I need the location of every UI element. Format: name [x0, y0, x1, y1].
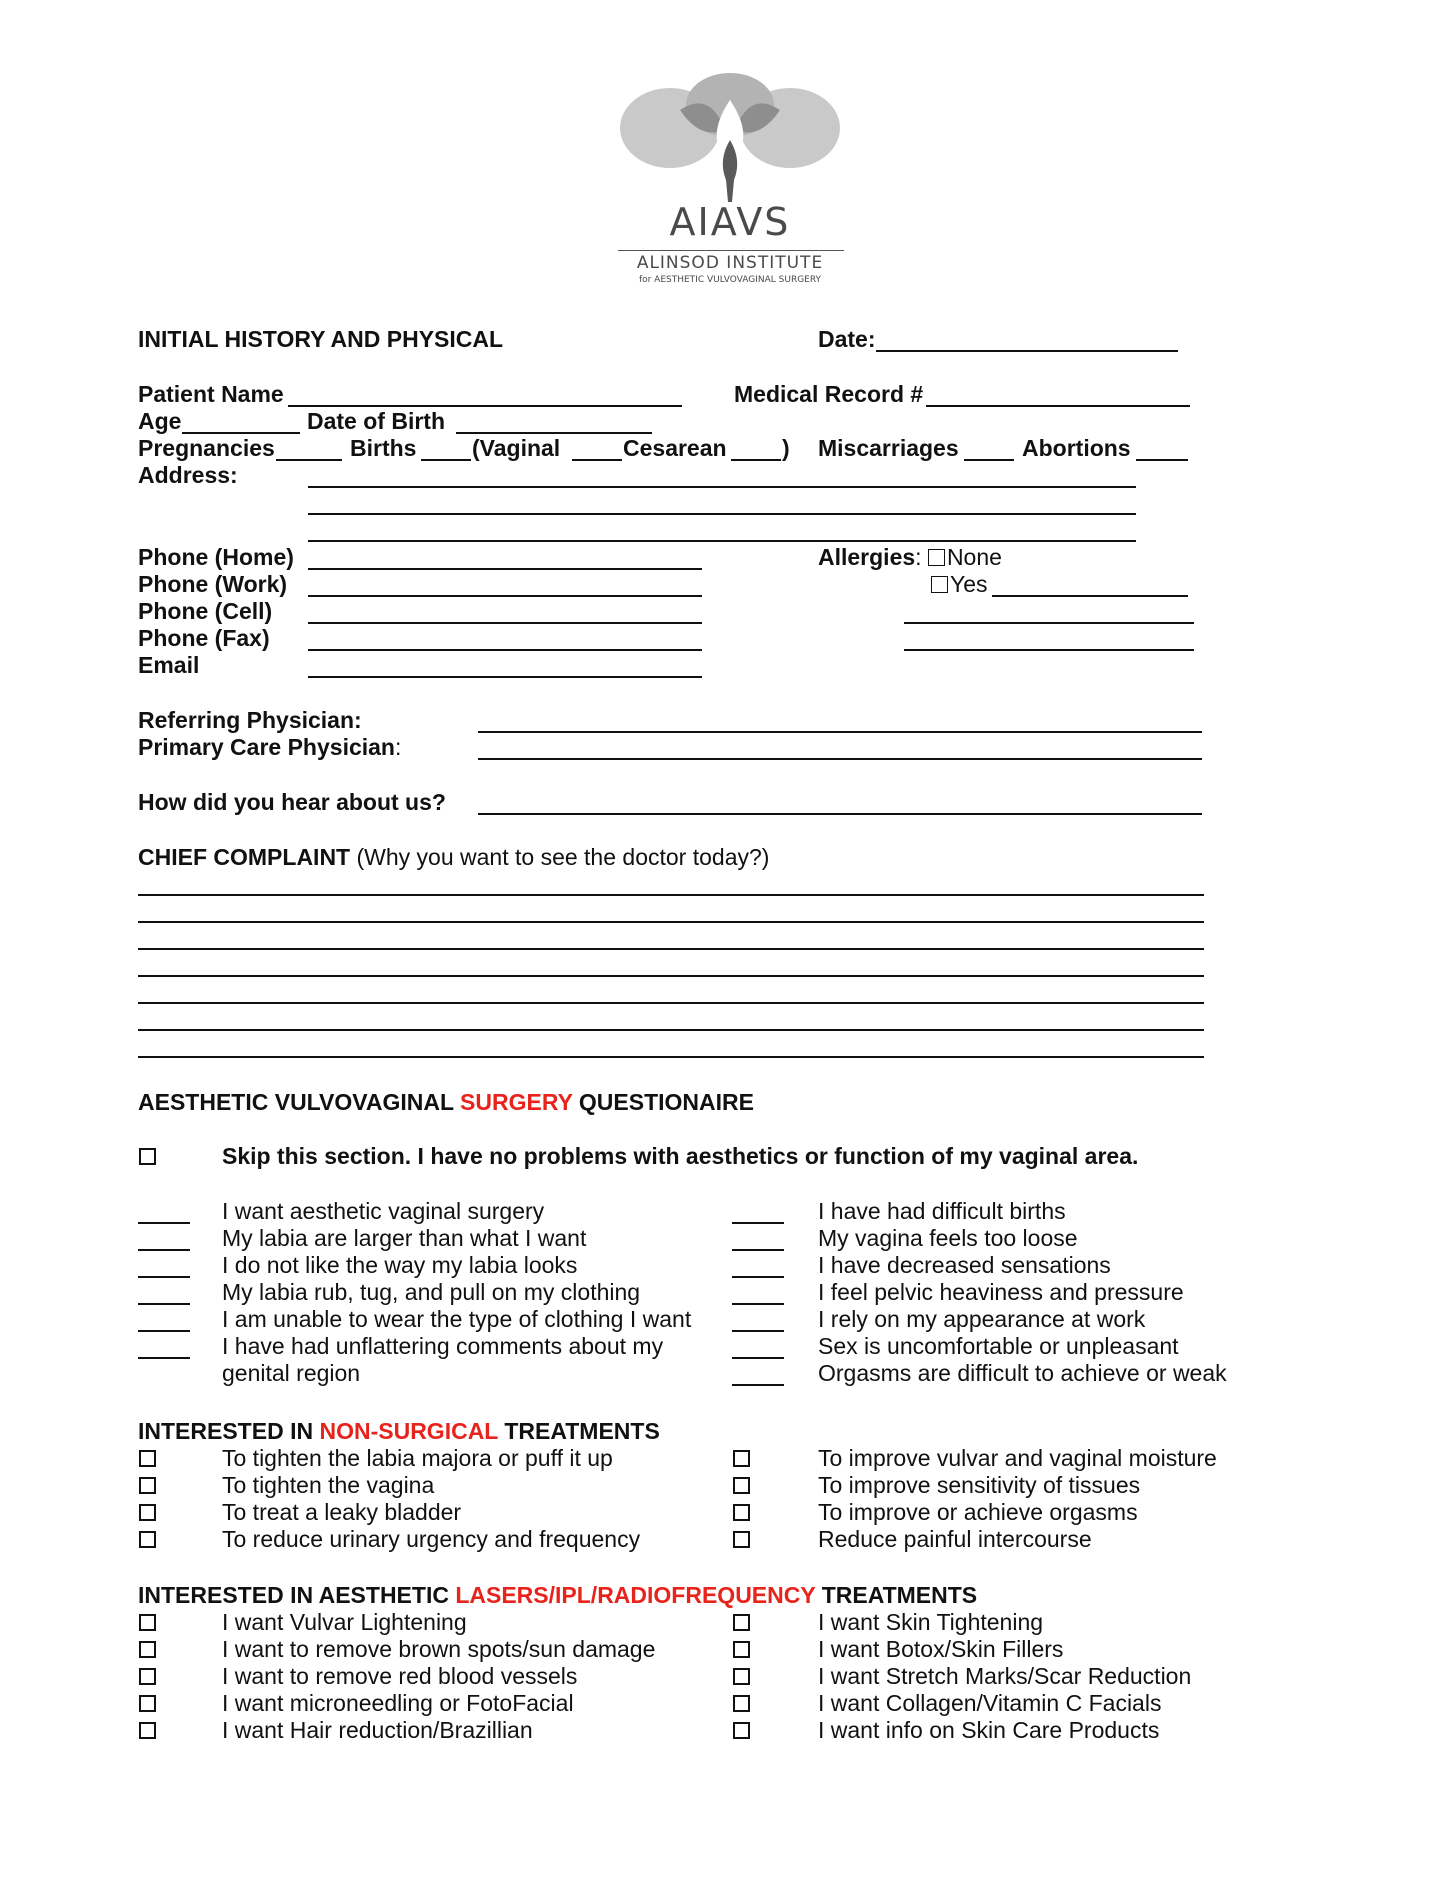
skip-label: Skip this section. I have no problems with aesthetics or function of my vaginal area.: [222, 1143, 1139, 1169]
answer-blank[interactable]: [138, 1357, 190, 1359]
option-checkbox[interactable]: [139, 1614, 156, 1631]
births-label: Births: [350, 435, 417, 461]
answer-blank[interactable]: [732, 1249, 784, 1251]
option-label: I want to remove red blood vessels: [222, 1663, 578, 1689]
chief-complaint-line-6[interactable]: [138, 1029, 1204, 1031]
surgery-title-b: QUESTIONAIRE: [578, 1089, 754, 1115]
births-field[interactable]: [421, 459, 471, 461]
logo: [560, 70, 900, 290]
vaginal-label: (Vaginal: [472, 435, 561, 461]
phone-cell-field[interactable]: [308, 622, 702, 624]
option-label: My labia rub, tug, and pull on my clothing: [222, 1279, 641, 1305]
patient-name-label: Patient Name: [138, 381, 284, 407]
phone-fax-label: Phone (Fax): [138, 625, 270, 651]
phone-work-label: Phone (Work): [138, 571, 288, 597]
primary-physician-label: Primary Care Physician: [138, 734, 395, 760]
allergies-none-checkbox[interactable]: [928, 549, 945, 566]
medical-record-field[interactable]: [926, 405, 1190, 407]
referring-physician-label: Referring Physician:: [138, 707, 362, 733]
option-label: I want Collagen/Vitamin C Facials: [818, 1690, 1162, 1716]
option-label: Sex is uncomfortable or unpleasant: [818, 1333, 1179, 1359]
allergies-row: [818, 544, 1002, 571]
patient-name-field[interactable]: [288, 405, 682, 407]
phone-cell-label: Phone (Cell): [138, 598, 273, 624]
age-field[interactable]: [182, 432, 300, 434]
option-label: genital region: [222, 1360, 361, 1386]
allergies-none-label: None: [946, 544, 1002, 570]
answer-blank[interactable]: [138, 1276, 190, 1278]
medical-record-label: Medical Record #: [734, 381, 924, 407]
dob-label: Date of Birth: [307, 408, 445, 434]
option-label: I want Stretch Marks/Scar Reduction: [818, 1663, 1192, 1689]
chief-complaint-line-2[interactable]: [138, 921, 1204, 923]
logo-subtitle: for AESTHETIC VULVOVAGINAL SURGERY: [638, 275, 822, 285]
option-label: I feel pelvic heaviness and pressure: [818, 1279, 1184, 1305]
cesarean-label: Cesarean: [623, 435, 727, 461]
option-label: To improve vulvar and vaginal moisture: [818, 1445, 1217, 1471]
option-label: To treat a leaky bladder: [222, 1499, 462, 1525]
option-checkbox[interactable]: [733, 1614, 750, 1631]
option-label: I have had difficult births: [818, 1198, 1066, 1224]
hear-about-label: How did you hear about us?: [138, 789, 446, 815]
option-checkbox[interactable]: [733, 1450, 750, 1467]
address-label: Address:: [138, 462, 238, 488]
option-checkbox[interactable]: [139, 1641, 156, 1658]
logo-divider: [618, 250, 844, 251]
pregnancies-label: Pregnancies: [138, 435, 275, 461]
address-field-3[interactable]: [308, 540, 1136, 542]
option-label: My vagina feels too loose: [818, 1225, 1078, 1251]
age-label: Age: [138, 408, 182, 434]
option-checkbox[interactable]: [733, 1504, 750, 1521]
option-label: Orgasms are difficult to achieve or weak: [818, 1360, 1227, 1386]
option-checkbox[interactable]: [139, 1504, 156, 1521]
chief-complaint-hint: (Why you want to see the doctor today?): [356, 844, 770, 870]
answer-blank[interactable]: [138, 1222, 190, 1224]
option-label: To tighten the labia majora or puff it up: [222, 1445, 613, 1471]
allergies-field-3[interactable]: [904, 649, 1194, 651]
chief-complaint-line-4[interactable]: [138, 975, 1204, 977]
option-label: I have decreased sensations: [818, 1252, 1111, 1278]
lasers-title-red: LASERS/IPL/RADIOFREQUENCY: [455, 1582, 816, 1608]
dob-field[interactable]: [456, 432, 652, 434]
abortions-field[interactable]: [1136, 459, 1188, 461]
lasers-heading: [138, 1582, 977, 1609]
option-label: I want info on Skin Care Products: [818, 1717, 1160, 1743]
allergies-yes-label: Yes: [950, 571, 988, 597]
option-label: Reduce painful intercourse: [818, 1526, 1092, 1552]
logo-flower-icon: [560, 70, 900, 210]
chief-complaint-heading: [138, 844, 769, 871]
option-label: I do not like the way my labia looks: [222, 1252, 578, 1278]
nonsurgical-title-red: NON-SURGICAL: [319, 1418, 498, 1444]
vaginal-field[interactable]: [572, 459, 622, 461]
logo-name: AIAVS: [669, 200, 791, 244]
option-checkbox[interactable]: [733, 1531, 750, 1548]
chief-complaint-line-7[interactable]: [138, 1056, 1204, 1058]
answer-blank[interactable]: [138, 1303, 190, 1305]
phone-fax-field[interactable]: [308, 649, 702, 651]
option-label: I want Botox/Skin Fillers: [818, 1636, 1064, 1662]
option-label: I want to remove brown spots/sun damage: [222, 1636, 656, 1662]
email-label: Email: [138, 652, 200, 678]
answer-blank[interactable]: [732, 1303, 784, 1305]
address-field-2[interactable]: [308, 513, 1136, 515]
option-label: To tighten the vagina: [222, 1472, 435, 1498]
answer-blank[interactable]: [732, 1222, 784, 1224]
option-label: I want aesthetic vaginal surgery: [222, 1198, 545, 1224]
lasers-title-b: TREATMENTS: [821, 1582, 978, 1608]
option-label: To improve or achieve orgasms: [818, 1499, 1138, 1525]
nonsurgical-heading: [138, 1418, 660, 1445]
date-field[interactable]: [876, 350, 1178, 352]
chief-complaint-line-5[interactable]: [138, 1002, 1204, 1004]
chief-complaint-label: CHIEF COMPLAINT: [138, 844, 351, 870]
option-label: I want Vulvar Lightening: [222, 1609, 467, 1635]
option-label: I am unable to wear the type of clothing I want: [222, 1306, 692, 1332]
allergies-yes-row: [931, 571, 988, 598]
option-label: To improve sensitivity of tissues: [818, 1472, 1141, 1498]
option-checkbox[interactable]: [139, 1531, 156, 1548]
hear-about-field[interactable]: [478, 813, 1202, 815]
option-checkbox[interactable]: [733, 1477, 750, 1494]
answer-blank[interactable]: [138, 1249, 190, 1251]
close-paren: ): [782, 435, 790, 461]
email-field[interactable]: [308, 676, 702, 678]
nonsurgical-title-b: TREATMENTS: [504, 1418, 660, 1444]
surgery-heading: [138, 1089, 754, 1116]
phone-home-field[interactable]: [308, 568, 702, 570]
abortions-label: Abortions: [1022, 435, 1131, 461]
referring-physician-field[interactable]: [478, 731, 1202, 733]
chief-complaint-line-1[interactable]: [138, 894, 1204, 896]
option-checkbox[interactable]: [733, 1641, 750, 1658]
option-checkbox[interactable]: [139, 1722, 156, 1739]
answer-blank[interactable]: [732, 1384, 784, 1386]
option-checkbox[interactable]: [733, 1668, 750, 1685]
cesarean-field[interactable]: [731, 459, 781, 461]
option-label: I have had unflattering comments about my: [222, 1333, 664, 1359]
option-label: To reduce urinary urgency and frequency: [222, 1526, 641, 1552]
option-label: I want Hair reduction/Brazillian: [222, 1717, 533, 1743]
surgery-title-a: AESTHETIC VULVOVAGINAL: [138, 1089, 454, 1115]
address-field-1[interactable]: [308, 486, 1136, 488]
phone-work-field[interactable]: [308, 595, 702, 597]
phone-home-label: Phone (Home): [138, 544, 294, 570]
answer-blank[interactable]: [732, 1276, 784, 1278]
nonsurgical-title-a: INTERESTED IN: [138, 1418, 314, 1444]
chief-complaint-line-3[interactable]: [138, 948, 1204, 950]
answer-blank[interactable]: [138, 1330, 190, 1332]
allergies-yes-checkbox[interactable]: [931, 576, 948, 593]
option-checkbox[interactable]: [139, 1695, 156, 1712]
date-label: Date:: [818, 326, 876, 352]
option-checkbox[interactable]: [139, 1668, 156, 1685]
skip-checkbox[interactable]: [139, 1148, 156, 1165]
option-checkbox[interactable]: [139, 1450, 156, 1467]
logo-institute: ALINSOD INSTITUTE: [636, 253, 824, 273]
lasers-title-a: INTERESTED IN AESTHETIC: [138, 1582, 449, 1608]
option-label: I want Skin Tightening: [818, 1609, 1044, 1635]
miscarriages-label: Miscarriages: [818, 435, 959, 461]
answer-blank[interactable]: [732, 1330, 784, 1332]
primary-physician-row: [138, 734, 401, 761]
option-label: My labia are larger than what I want: [222, 1225, 587, 1251]
allergies-field-2[interactable]: [904, 622, 1194, 624]
pregnancies-field[interactable]: [276, 459, 342, 461]
option-checkbox[interactable]: [733, 1695, 750, 1712]
page-title: INITIAL HISTORY AND PHYSICAL: [138, 326, 504, 352]
option-label: I rely on my appearance at work: [818, 1306, 1146, 1332]
option-checkbox[interactable]: [139, 1477, 156, 1494]
allergies-colon: :: [915, 544, 922, 570]
miscarriages-field[interactable]: [964, 459, 1014, 461]
primary-physician-colon: :: [394, 734, 402, 760]
option-label: I want microneedling or FotoFacial: [222, 1690, 574, 1716]
allergies-label: Allergies: [818, 544, 916, 570]
option-checkbox[interactable]: [733, 1722, 750, 1739]
surgery-title-red: SURGERY: [460, 1089, 573, 1115]
primary-physician-field[interactable]: [478, 758, 1202, 760]
answer-blank[interactable]: [732, 1357, 784, 1359]
allergies-yes-field[interactable]: [992, 595, 1188, 597]
